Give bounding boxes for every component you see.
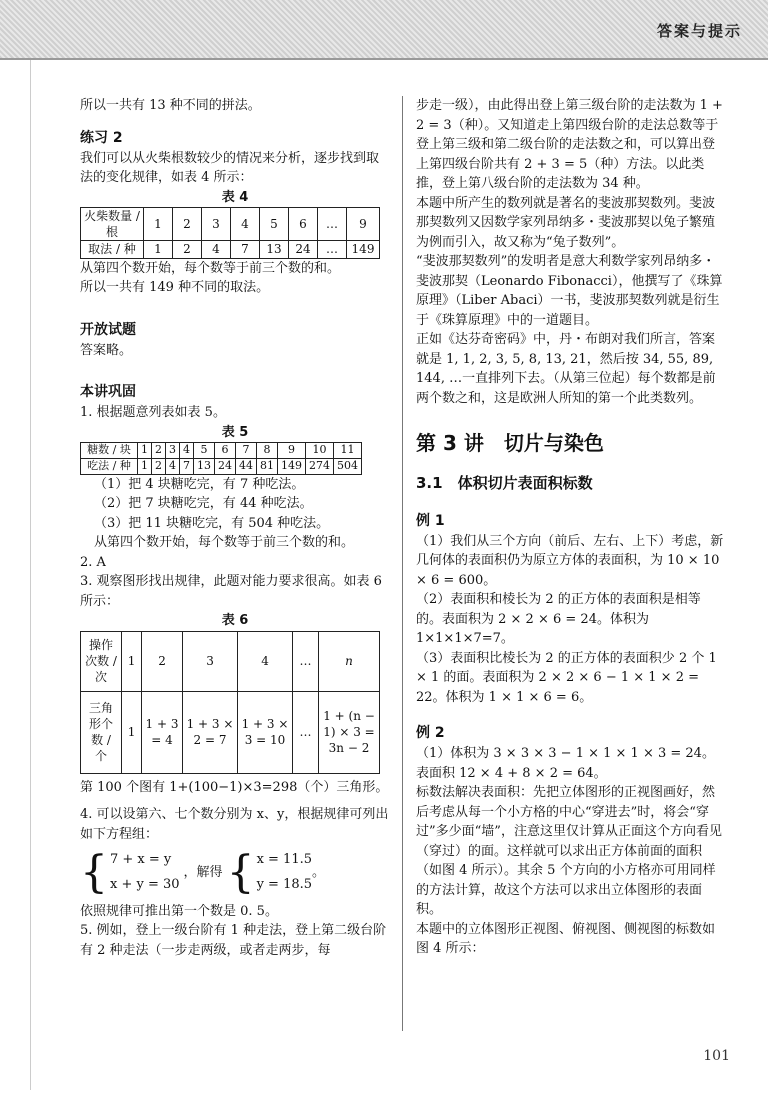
- text-line: 所以一共有 13 种不同的拼法。: [80, 98, 261, 113]
- table-5: [80, 442, 362, 475]
- paragraph: 标数法解决表面积：先把立体图形的正视图画好，然后考虑从每一个小方格的中心“穿进去”时，将会“穿过”多少面“墙”，注意这里仅计算从正面这个方向看见（穿过）的面。这样就可以求出正方体前面的面积（如图 4 所示）。其余 5 个方向的小方格亦可用同样的方法计算，故这个方法可以求出立体图形的表面积。: [416, 785, 722, 917]
- row-header: 火柴数量 / 根: [81, 208, 144, 241]
- text-line: 2. A: [80, 554, 106, 570]
- table-cell: 2: [173, 241, 202, 258]
- section-title: 3.1 体积切片表面积标数: [416, 474, 593, 492]
- table-cell: …: [318, 241, 347, 258]
- table-cell: 10: [306, 443, 334, 459]
- table-cell: 504: [334, 458, 362, 474]
- table-cell: 1: [144, 241, 173, 258]
- table-cell: 7: [231, 241, 260, 258]
- table-cell: 24: [289, 241, 318, 258]
- table-cell: 5: [260, 208, 289, 241]
- table-cell: …: [318, 208, 347, 241]
- paragraph: （1）我们从三个方向（前后、左右、上下）考虑，新几何体的表面积仍为原立方体的表面积，为 10 × 10 × 6 = 600。: [416, 533, 724, 588]
- section-heading: 练习 2: [80, 129, 123, 146]
- table-cell: 4: [238, 631, 293, 691]
- table-caption: 表 4: [221, 189, 249, 205]
- table-cell: 1: [138, 443, 152, 459]
- text-line: 所以一共有 149 种不同的取法。: [80, 280, 270, 296]
- example-heading: 例 1: [416, 512, 445, 529]
- paragraph: 4. 可以设第六、七个数分别为 x、y，根据规律可列出如下方程组：: [80, 807, 389, 842]
- table-caption: 表 6: [221, 613, 249, 629]
- row-header: 取法 / 种: [81, 241, 144, 258]
- text-line: （1）把 4 块糖吃完，有 7 种吃法。: [94, 476, 305, 492]
- equation: 7 + x = y: [110, 852, 172, 868]
- table-cell: 81: [257, 458, 278, 474]
- table-cell: 1: [144, 208, 173, 241]
- equation: x + y = 30: [110, 876, 180, 892]
- table-caption: 表 5: [221, 424, 249, 440]
- table-cell: 7: [180, 458, 194, 474]
- table-cell: n: [319, 631, 380, 691]
- table-cell: 4: [180, 443, 194, 459]
- left-column: [80, 96, 390, 960]
- table-cell: …: [293, 691, 319, 773]
- paragraph: 步走一级），由此得出登上第三级台阶的走法数为 1 + 2 = 3（种）。又知道走上第四级台阶的走法总数等于登上第三级和第二级台阶的走法数之和，可以算出登上第四级台阶共有 2 + 3 = 5（种）方法。以此类推，登上第八级台阶的走法数为 34 种。: [416, 98, 723, 191]
- column-divider: [402, 96, 403, 1031]
- paragraph: 我们可以从火柴根数较少的情况来分析，逐步找到取法的变化规律，如表 4 所示：: [80, 150, 380, 185]
- table-cell: 1: [122, 691, 142, 773]
- table-cell: 4: [202, 241, 231, 258]
- binding-line: [30, 60, 31, 1090]
- paragraph: 本题中所产生的数列就是著名的斐波那契数列。斐波那契数列又因数学家列昂纳多・斐波那契以兔子繁殖为例而引入，故又称为“兔子数列”。: [416, 195, 716, 250]
- equation: y = 18.5: [256, 876, 313, 892]
- row-header: 糖数 / 块: [81, 443, 138, 459]
- text-line: （3）把 11 块糖吃完，有 504 种吃法。: [94, 515, 330, 531]
- paragraph: 3. 观察图形找出规律，此题对能力要求很高。如表 6 所示：: [80, 574, 382, 609]
- section-heading: 本讲巩固: [80, 384, 136, 401]
- table-cell: 6: [289, 208, 318, 241]
- table-cell: 5: [194, 443, 215, 459]
- equation: x = 11.5: [256, 852, 312, 868]
- brace: {: [80, 846, 108, 898]
- table-cell: 11: [334, 443, 362, 459]
- table-cell: 2: [152, 458, 166, 474]
- table-cell: 149: [347, 241, 380, 258]
- table-cell: 44: [236, 458, 257, 474]
- table-cell: 1 + 3 × 2 = 7: [183, 691, 238, 773]
- equation-system: [80, 848, 390, 897]
- paragraph: “斐波那契数列”的发明者是意大利数学家列昂纳多・斐波那契（Leonardo Fibonacci），他撰写了《珠算原理》（Liber Abaci）一书，斐波那契数列就是衍生于《珠算原理》中的一道题目。: [416, 254, 723, 328]
- example-heading: 例 2: [416, 725, 445, 741]
- section-heading: 开放试题: [80, 321, 136, 338]
- paragraph: 5. 例如，登上一级台阶有 1 种走法，登上第二级台阶有 2 种走法（一步走两级，或者走两步，每: [80, 923, 387, 958]
- table-cell: 3: [166, 443, 180, 459]
- table-cell: 3: [183, 631, 238, 691]
- table-cell: 1: [138, 458, 152, 474]
- text-inline: 。: [312, 865, 326, 881]
- table-cell: 1: [122, 631, 142, 691]
- table-cell: 7: [236, 443, 257, 459]
- table-cell: 3: [202, 208, 231, 241]
- row-header: 三角形个数 / 个: [81, 691, 122, 773]
- table-6: [80, 631, 380, 774]
- brace: {: [226, 846, 255, 898]
- page-number: 101: [703, 1048, 730, 1064]
- table-cell: 4: [231, 208, 260, 241]
- header-title: 答案与提示: [656, 22, 742, 40]
- table-cell: 9: [278, 443, 306, 459]
- table-cell: 2: [173, 208, 202, 241]
- table-cell: 4: [166, 458, 180, 474]
- table-cell: 274: [306, 458, 334, 474]
- text-line: （2）把 7 块糖吃完，有 44 种吃法。: [94, 496, 313, 512]
- text-line: 依照规律可推出第一个数是 0. 5。: [80, 903, 278, 919]
- table-cell: 13: [194, 458, 215, 474]
- table-cell: 149: [278, 458, 306, 474]
- text-line: 从第四个数开始，每个数等于前三个数的和。: [80, 260, 341, 276]
- table-cell: 2: [142, 631, 183, 691]
- paragraph: 正如《达芬奇密码》中，丹・布朗对我们所言，答案就是 1, 1, 2, 3, 5, 8, 13, 21，然后按 34, 55, 89, 144, …一直排列下去。（从第三位起）每个数都是前两个数之和，这是欧洲人所知的第一个此类数列。: [416, 332, 716, 406]
- paragraph: 本题中的立体图形正视图、俯视图、侧视图的标数如图 4 所示：: [416, 921, 716, 956]
- text-line: 从第四个数开始，每个数等于前三个数的和。: [94, 535, 355, 551]
- table-cell: 1 + (n − 1) × 3 = 3n − 2: [319, 691, 380, 773]
- lecture-title: 第 3 讲 切片与染色: [416, 431, 604, 455]
- text-line: 答案略。: [80, 342, 133, 358]
- row-header: 操作次数 / 次: [81, 631, 122, 691]
- row-header: 吃法 / 种: [81, 458, 138, 474]
- table-cell: …: [293, 631, 319, 691]
- text-inline: ，解得: [183, 865, 223, 881]
- paragraph: （3）表面积比棱长为 2 的正方体的表面积少 2 个 1 × 1 的面。表面积为 2 × 2 × 6 − 1 × 1 × 2 = 22。体积为 1 × 1 × 6 = 6。: [416, 650, 717, 705]
- paragraph: （2）表面积和棱长为 2 的正方体的表面积是相等的。表面积为 2 × 2 × 6 = 24。体积为 1×1×1×7=7。: [416, 592, 701, 646]
- paragraph: （1）体积为 3 × 3 × 3 − 1 × 1 × 1 × 3 = 24。表面积 12 × 4 + 8 × 2 = 64。: [416, 746, 715, 781]
- right-column: [416, 96, 726, 959]
- table-cell: 6: [215, 443, 236, 459]
- table-cell: 1 + 3 × 3 = 10: [238, 691, 293, 773]
- header-bar: [0, 0, 768, 60]
- table-cell: 1 + 3 = 4: [142, 691, 183, 773]
- text-line: 第 100 个图有 1+(100−1)×3=298（个）三角形。: [80, 779, 389, 795]
- table-4: [80, 207, 380, 259]
- table-cell: 2: [152, 443, 166, 459]
- text-line: 1. 根据题意列表如表 5。: [80, 405, 226, 421]
- table-cell: 24: [215, 458, 236, 474]
- table-cell: 9: [347, 208, 380, 241]
- table-cell: 8: [257, 443, 278, 459]
- table-cell: 13: [260, 241, 289, 258]
